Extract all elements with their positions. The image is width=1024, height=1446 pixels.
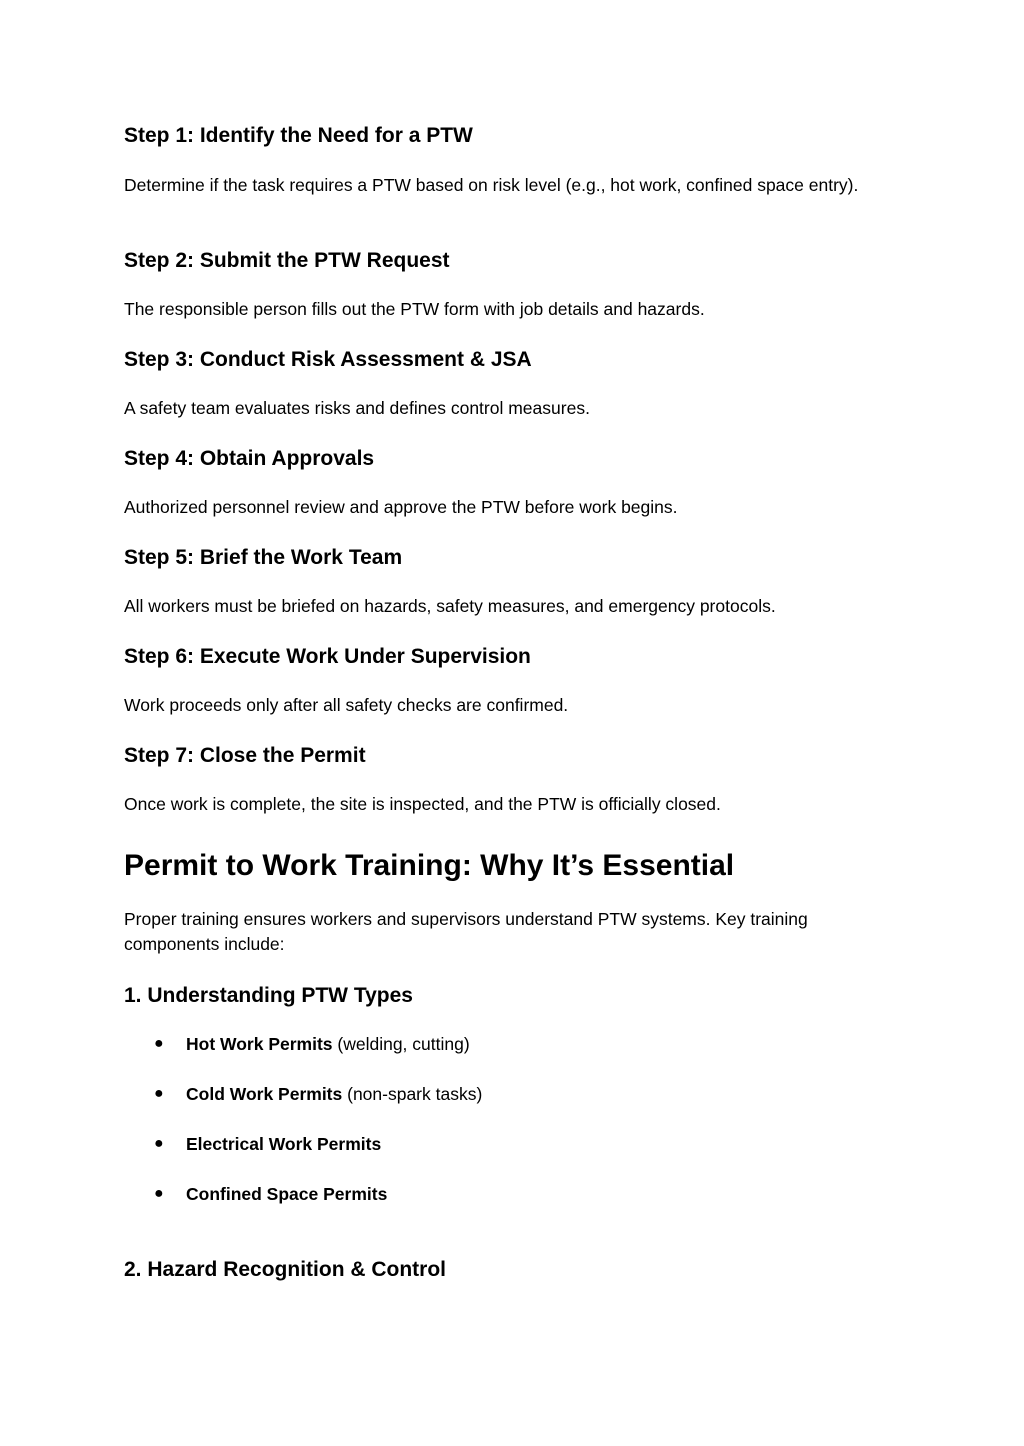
bullet-icon: ● [154,1085,164,1102]
step-7-heading: Step 7: Close the Permit [124,744,366,767]
step-5-body: All workers must be briefed on hazards, safety measures, and emergency protocols. [124,596,776,616]
training-section-title: Permit to Work Training: Why It’s Essential [124,849,735,882]
bullet-icon: ● [154,1035,164,1052]
step-6-heading: Step 6: Execute Work Under Supervision [124,645,531,668]
list-item-rest: (non-spark tasks) [342,1084,483,1104]
bullet-icon: ● [154,1185,164,1202]
list-item-bold: Confined Space Permits [186,1184,388,1204]
step-5-heading: Step 5: Brief the Work Team [124,546,403,569]
step-1-body: Determine if the task requires a PTW based on risk level (e.g., hot work, confined space entry). [124,175,859,195]
step-3-body: A safety team evaluates risks and defines control measures. [124,398,590,418]
step-3-heading: Step 3: Conduct Risk Assessment & JSA [124,348,532,371]
step-6-body: Work proceeds only after all safety checks are confirmed. [124,695,569,715]
step-4-heading: Step 4: Obtain Approvals [124,447,375,470]
ptw-types-heading: 1. Understanding PTW Types [124,984,413,1007]
step-7-body: Once work is complete, the site is inspected, and the PTW is officially closed. [124,794,721,814]
training-intro: Proper training ensures workers and supervisors understand PTW systems. Key training components include: [124,909,808,954]
list-item-rest: (welding, cutting) [332,1034,470,1054]
bullet-icon: ● [154,1135,164,1152]
list-item-bold: Cold Work Permits [186,1084,343,1104]
step-1-heading: Step 1: Identify the Need for a PTW [124,124,473,147]
hazard-recognition-heading: 2. Hazard Recognition & Control [124,1258,447,1281]
step-4-body: Authorized personnel review and approve the PTW before work begins. [124,497,678,517]
list-item-bold: Hot Work Permits [186,1034,333,1054]
step-2-heading: Step 2: Submit the PTW Request [124,249,450,272]
list-item-bold: Electrical Work Permits [186,1134,382,1154]
step-2-body: The responsible person fills out the PTW form with job details and hazards. [124,299,705,319]
